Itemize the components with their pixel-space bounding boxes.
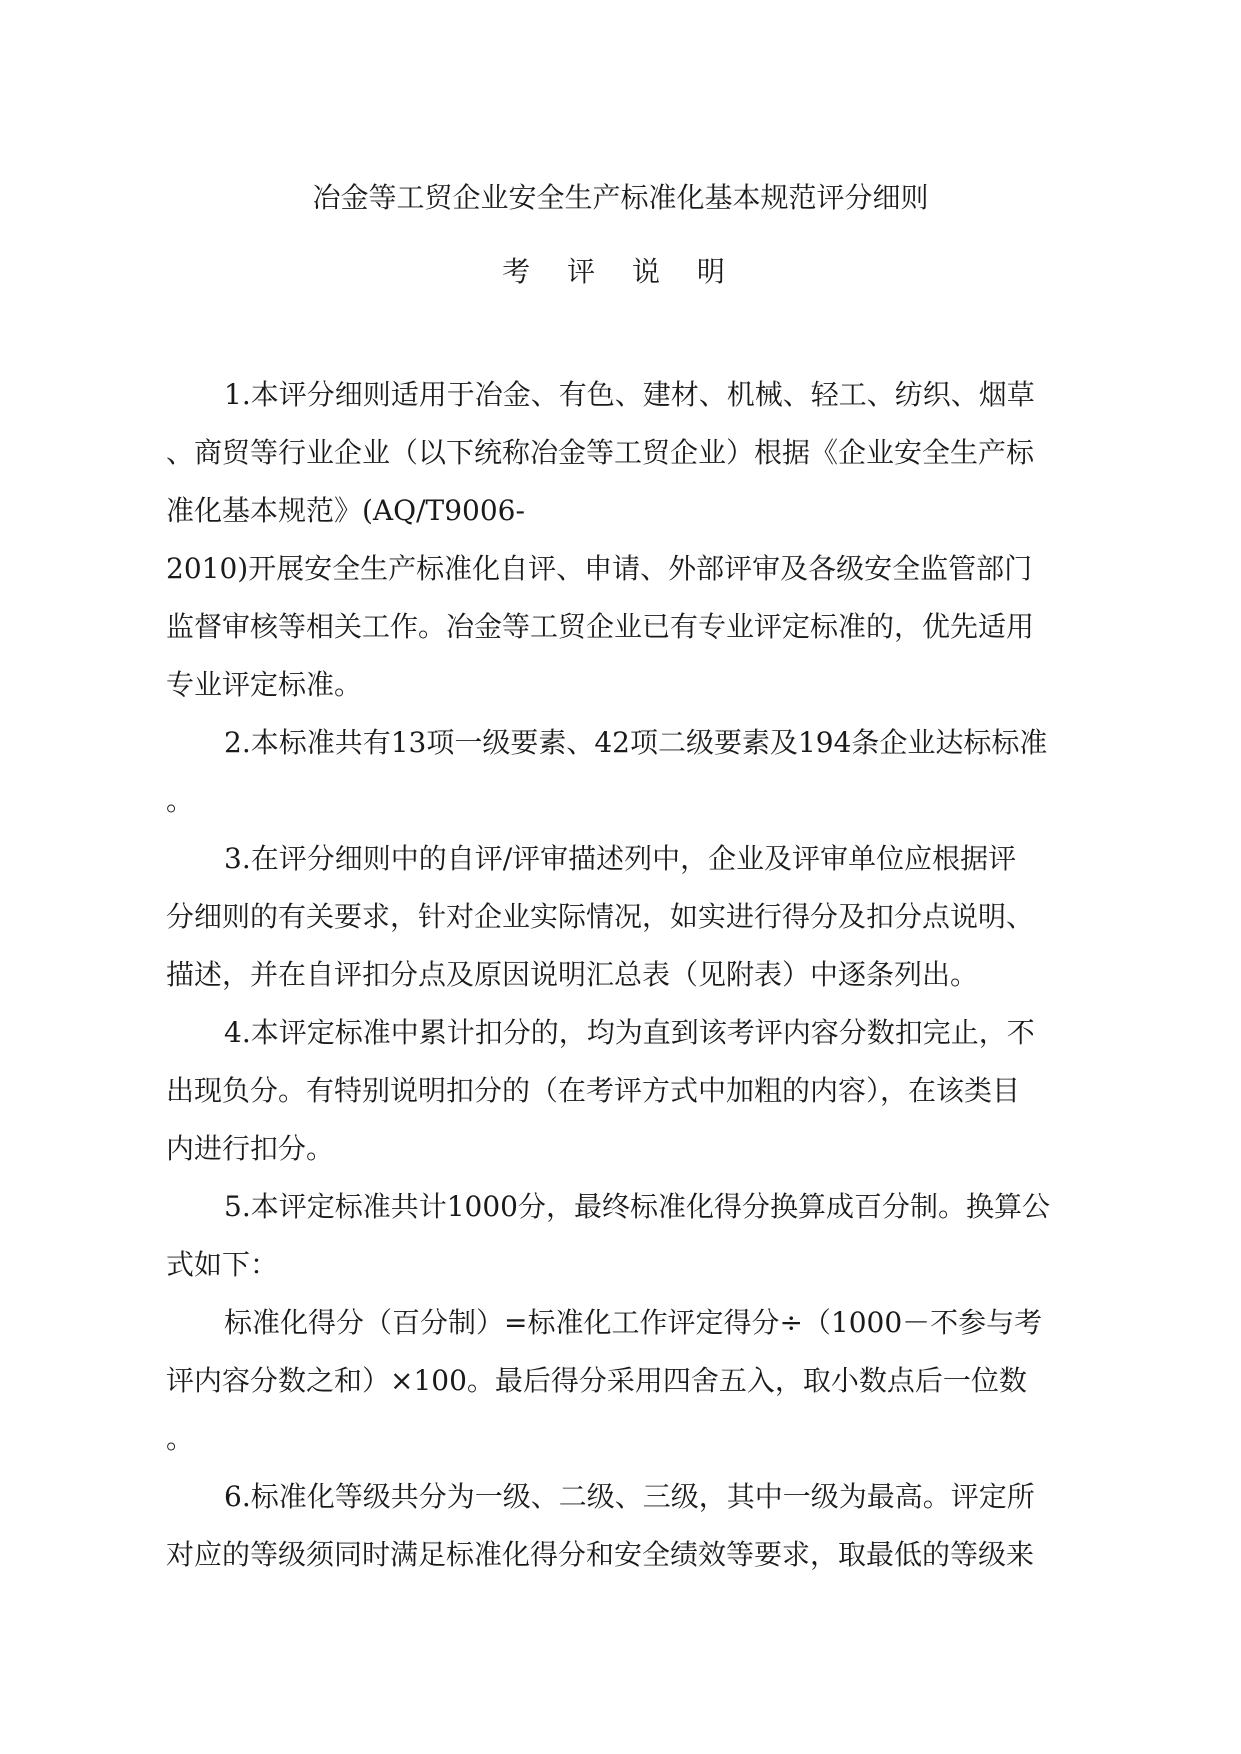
text-line: 2.本标准共有13项一级要素、42项二级要素及194条企业达标标准	[224, 726, 1048, 759]
text-line: 描述，并在自评扣分点及原因说明汇总表（见附表）中逐条列出。	[166, 958, 979, 991]
text-line: 、商贸等行业企业（以下统称冶金等工贸企业）根据《企业安全生产标	[166, 436, 1035, 469]
text-line: 5.本评定标准共计1000分，最终标准化得分换算成百分制。换算公	[224, 1190, 1050, 1223]
text-line: 3.在评分细则中的自评/评审描述列中，企业及评审单位应根据评	[224, 842, 1017, 875]
text-line: 内进行扣分。	[166, 1132, 335, 1165]
document-body	[166, 366, 1076, 1584]
text-line: 4.本评定标准中累计扣分的，均为直到该考评内容分数扣完止，不	[224, 1016, 1035, 1049]
text-line: 式如下：	[166, 1248, 279, 1281]
text-line: 。	[166, 1422, 195, 1455]
text-line: 出现负分。有特别说明扣分的（在考评方式中加粗的内容），在该类目	[166, 1074, 1021, 1107]
text-line: 准化基本规范》(AQ/T9006-	[166, 494, 525, 527]
text-line: 6.标准化等级共分为一级、二级、三级，其中一级为最高。评定所	[224, 1480, 1035, 1513]
text-line: 分细则的有关要求，针对企业实际情况，如实进行得分及扣分点说明、	[166, 900, 1035, 933]
text-line: 对应的等级须同时满足标准化得分和安全绩效等要求，取最低的等级来	[166, 1538, 1035, 1571]
text-line: 1.本评分细则适用于冶金、有色、建材、机械、轻工、纺织、烟草	[224, 378, 1035, 411]
text-line: 监督审核等相关工作。冶金等工贸企业已有专业评定标准的，优先适用	[166, 610, 1035, 643]
text-line: 。	[166, 784, 195, 817]
text-line: 专业评定标准。	[166, 668, 363, 701]
document-subtitle: 考 评 说 明	[502, 255, 739, 288]
text-line: 评内容分数之和）×100。最后得分采用四舍五入，取小数点后一位数	[166, 1364, 1027, 1397]
text-line: 标准化得分（百分制）=标准化工作评定得分÷（1000－不参与考	[224, 1306, 1043, 1339]
document-title: 冶金等工贸企业安全生产标准化基本规范评分细则	[312, 181, 929, 214]
text-line: 2010)开展安全生产标准化自评、申请、外部评审及各级安全监管部门	[166, 552, 1033, 585]
